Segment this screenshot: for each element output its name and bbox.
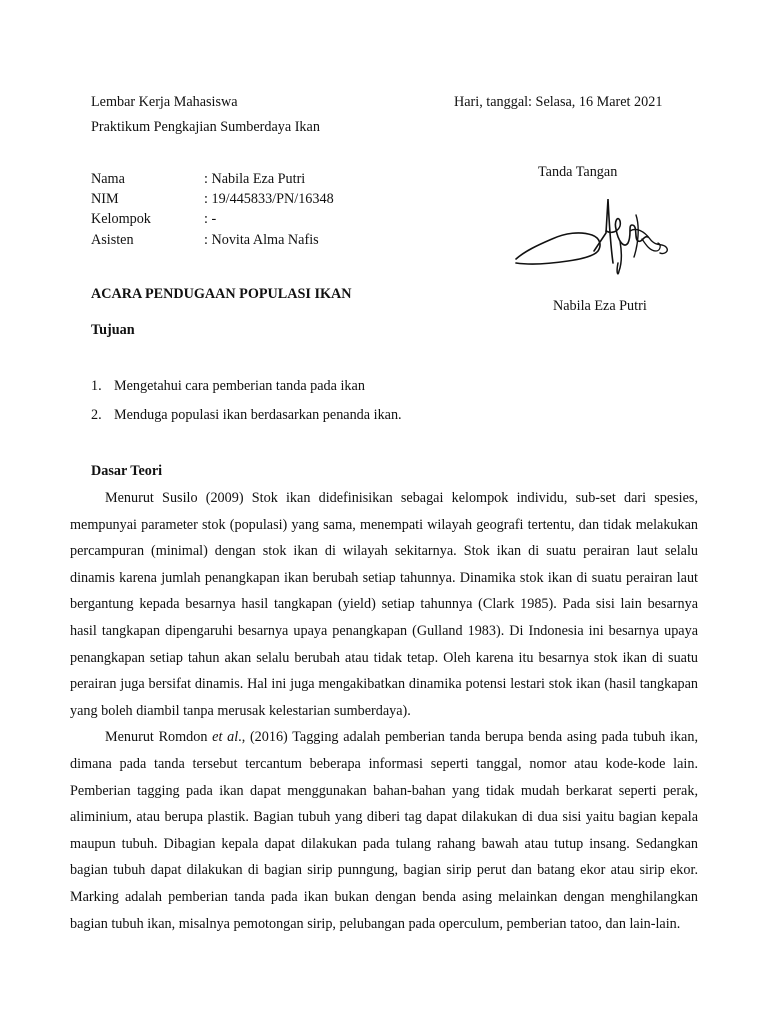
section-title: ACARA PENDUGAAN POPULASI IKAN	[91, 286, 352, 302]
nim-label: NIM	[91, 191, 119, 207]
nama-label: Nama	[91, 171, 125, 187]
dasar-teori-body	[70, 485, 698, 937]
nim-value: : 19/445833/PN/16348	[204, 191, 334, 207]
list-item-number: 2.	[91, 407, 102, 423]
signature-name: Nabila Eza Putri	[553, 298, 647, 314]
paragraph-2-lead: Menurut Romdon	[105, 729, 213, 746]
signature-label: Tanda Tangan	[538, 164, 618, 180]
nama-value: : Nabila Eza Putri	[204, 171, 306, 187]
paragraph-2-italic: et al	[212, 729, 239, 746]
dasar-teori-heading: Dasar Teori	[91, 463, 163, 479]
asisten-label: Asisten	[91, 232, 134, 248]
paragraph-2-rest: ., (2016) Tagging adalah pemberian tanda berupa benda asing pada tubuh ikan, dimana pada tanda tersebut tercantum beberapa informasi seperti tanggal, nomor atau kode-kode lain. Pemberian tagging pada ikan dapat menggunakan bahan-bahan yang tidak mudah berkarat seperti perak, aliminium, atau berupa plastik. Bagian tubuh yang diberi tag dapat dilakukan di dua sisi yaitu bagian kepala maupun tubuh. Dibagian kepala dapat dilakukan pada tulang rahang bawah atau tutup insang. Sedangkan bagian tubuh dapat dilakukan di bagian sirip punngung, bagian sirip perut dan batang ekor atau sirip ekor. Marking adalah pemberian tanda pada ikan bukan dengan benda asing melainkan dengan menghilangkan bagian tubuh ikan, misalnya pemotongan sirip, pelubangan pada operculum, pemberian tatoo, dan lain-lain.	[70, 729, 698, 932]
paragraph-2	[70, 724, 698, 937]
signature-image	[510, 195, 690, 280]
header-date: Hari, tanggal: Selasa, 16 Maret 2021	[454, 94, 663, 110]
kelompok-value: : -	[204, 211, 217, 227]
asisten-value: : Novita Alma Nafis	[204, 232, 319, 248]
list-item-number: 1.	[91, 378, 102, 394]
header-worksheet-title: Lembar Kerja Mahasiswa	[91, 94, 238, 110]
kelompok-label: Kelompok	[91, 211, 151, 227]
list-item: Menduga populasi ikan berdasarkan penanda ikan.	[114, 407, 402, 423]
paragraph-1: Menurut Susilo (2009) Stok ikan didefinisikan sebagai kelompok individu, sub-set dari spesies, mempunyai parameter stok (populasi) yang sama, menempati wilayah geografi tertentu, dan tidak melakukan percampuran (minimal) dengan stok ikan di wilayah sekitarnya. Stok ikan di suatu perairan laut selalu dinamis karena jumlah penangkapan ikan berubah setiap tahunnya. Dinamika stok ikan di suatu perairan laut bergantung kepada besarnya hasil tangkapan (yield) setiap tahunnya (Clark 1985). Pada sisi lain besarnya hasil tangkapan dipengaruhi besarnya upaya penangkapan (Gulland 1983). Di Indonesia ini besarnya upaya penangkapan setiap tahun akan selalu berubah atau tidak tetap. Oleh karena itu besarnya stok ikan di suatu perairan juga bersifat dinamis. Hal ini juga mengakibatkan dinamika potensi lestari stok ikan (hasil tangkapan yang boleh diambil tanpa merusak kelestarian sumberdaya).	[70, 490, 698, 719]
tujuan-heading: Tujuan	[91, 322, 135, 338]
header-course-title: Praktikum Pengkajian Sumberdaya Ikan	[91, 119, 320, 135]
list-item: Mengetahui cara pemberian tanda pada ikan	[114, 378, 365, 394]
